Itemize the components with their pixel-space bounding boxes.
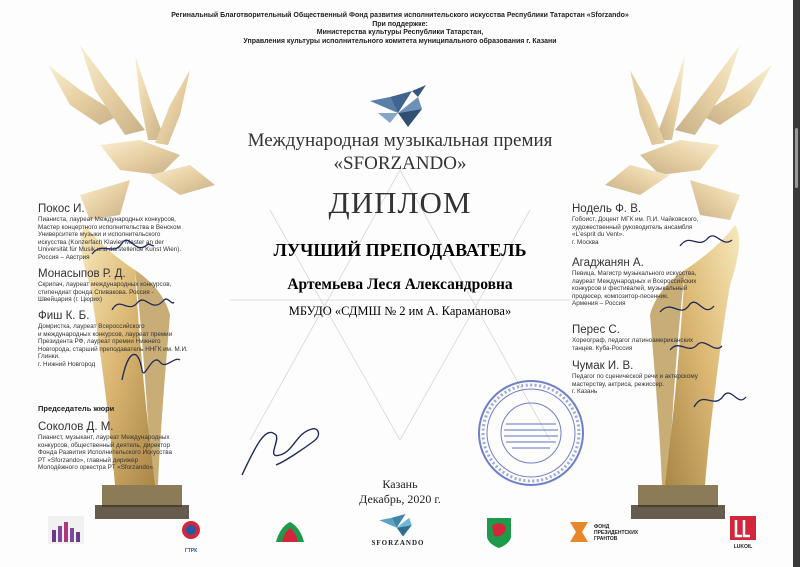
juror-description: Гобоист, Доцент МГК им. П.И. Чайковского, художественный руководитель ансамбля «L'esprit du Vent». г. Москва (572, 216, 699, 246)
gtrk-logo (176, 518, 206, 550)
lukoil-label: LUKOIL (733, 544, 753, 550)
juror-name: Нодель Ф. В. (572, 203, 642, 215)
award-subtitle: «SFORZANDO» (333, 153, 467, 174)
lukoil-icon (728, 514, 758, 542)
juror-name: Перес С. (572, 324, 620, 336)
juror-description: Певица, Магистр музыкального искусства, лауреат Международных и Всероссийских конкурсов и фестивалей, музыкальный продюсер, композитор-песенник. Армения – Россия (572, 270, 697, 308)
juror-description: Скрипач, лауреат международных конкурсов, стипендиат фонда Спивакова. Россия - Швейцария (г. Цюрих) (38, 281, 172, 304)
nomination: ЛУЧШИЙ ПРЕПОДАВАТЕЛЬ (273, 240, 527, 260)
institution: МБУДО «СДМШ № 2 им А. Карамановa» (288, 304, 512, 318)
juror-description: Педагог по сценической речи и актерскому мастерству, актриса, режиссер. г. Казань (572, 373, 698, 396)
award-title: Международная музыкальная премия (247, 130, 553, 151)
laureate-name: Артемьева Леся Александровна (287, 276, 513, 293)
origami-bird-logo (368, 83, 432, 131)
sforzando-label: SFORZANDO (371, 539, 425, 547)
juror-name: Чумак И. В. (572, 360, 634, 372)
organizer-header (130, 12, 670, 46)
sforzando-bird-logo (378, 508, 418, 540)
official-stamp-seal (476, 378, 586, 488)
signature-chumak (690, 385, 750, 415)
presidential-grants-icon (568, 520, 590, 544)
juror-name: Фиш К. Б. (38, 310, 90, 322)
header-ministry: Министерства культуры Республики Татарстан, (316, 29, 484, 37)
signature-fish (116, 340, 186, 390)
signature-peres (666, 336, 726, 358)
signature-sokolov (236, 415, 326, 485)
juror-name: Соколов Д. М. (38, 421, 114, 433)
presidential-grants-label: ФОНД ПРЕЗИДЕНТСКИХ ГРАНТОВ (594, 524, 639, 542)
issue-date: Декабрь, 2020 г. (359, 492, 441, 506)
juror-name: Агаджанян А. (572, 257, 644, 269)
header-support-label: При поддержке: (372, 20, 428, 28)
document-type: ДИПЛОМ (328, 185, 472, 220)
header-administration: Управления культуры исполнительного комитета муниципального образования г. Казани (243, 37, 557, 45)
juror-description: Пианиста, лауреат Международных конкурсов, Мастер концертного исполнительства в Венском Университете музыки и исполнительского искусства (Konzerfach Klavier Master an der Universität für Musik und darstellende Kunst Wien). Россия – Австрия (38, 216, 182, 261)
signature-agadzhanyan (656, 296, 716, 322)
gtrk-label: ГТРК (184, 548, 198, 554)
signature-pokos (88, 232, 158, 262)
window-scrollbar[interactable] (793, 0, 800, 567)
juror-name: Монасыпов Р. Д. (38, 268, 126, 280)
tatarstan-emblem (270, 516, 310, 548)
cultural-program-logo (46, 512, 86, 548)
juror-right-4 (572, 360, 782, 396)
signature-nodel (676, 228, 736, 254)
scrollbar-thumb[interactable] (795, 128, 798, 188)
header-foundation: Регинальный Благотворительный Общественный Фонд развития исполнительского искусства Республики Татарстан «Sforzando» (171, 12, 629, 19)
juror-description: Домристка, лауреат Всероссийского и международных конкурсов, лауреат премии Президента РФ, лауреат премии Нижнего Новгорода, старший преподаватель ННГК им. М.И. Глинки. г. Нижний Новгород (38, 323, 188, 368)
juror-description: Хореограф, педагог латиноамериканских танцев. Куба-Россия (572, 337, 693, 352)
kazan-emblem (484, 516, 514, 550)
city: Казань (382, 477, 418, 491)
juror-description: Пианист, музыкант, лауреат Международных конкурсов, общественный деятель, директор Фонда Развития Исполнительского Искусства РТ «Sforzando», главный дирижер Молодёжного оркестра РТ «Sforzando». (38, 434, 173, 472)
signature-monasypov (108, 290, 178, 320)
juror-name: Покос И. (38, 203, 85, 215)
jury-chair-label: Председатель жюри (38, 404, 115, 413)
